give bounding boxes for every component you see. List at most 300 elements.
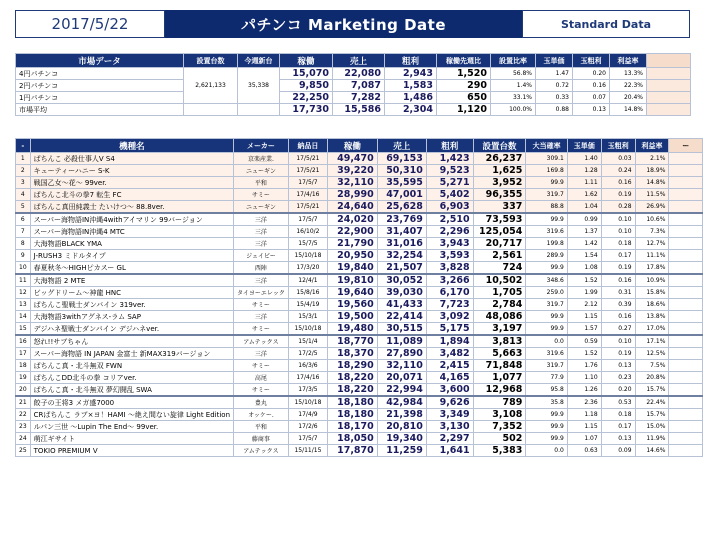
uriage-value: 30,515	[377, 323, 426, 336]
delivery-date: 15/8/16	[288, 287, 327, 299]
ranking-row	[16, 311, 703, 323]
machine-name: 戦国乙女～花～ 99ver.	[30, 177, 233, 189]
jackpot-prob-value: 35.8	[526, 396, 568, 409]
market-extra-cell	[647, 104, 691, 116]
ball-price-value: 1.15	[567, 311, 601, 323]
machine-name: ぱちんこ真・北斗無双 FWN	[30, 360, 233, 372]
profit-rate-value: 14.8%	[635, 177, 669, 189]
installed-units-value: 724	[473, 262, 526, 275]
rank-number: 9	[16, 250, 31, 262]
installed-units-value: 2,561	[473, 250, 526, 262]
ball-profit-value: 0.53	[601, 396, 635, 409]
jackpot-prob-value: 99.9	[526, 421, 568, 433]
col-uriage: 売上	[377, 139, 426, 153]
delivery-date: 15/11/15	[288, 445, 327, 457]
ranking-row	[16, 335, 703, 348]
ball-profit-value: 0.10	[601, 226, 635, 238]
uriage-value: 31,407	[377, 226, 426, 238]
ranking-row	[16, 165, 703, 177]
arari-value: 5,402	[426, 189, 473, 201]
rank-number: 1	[16, 153, 31, 165]
ball-price-value: 2.12	[567, 299, 601, 311]
ball-price-value: 1.99	[567, 287, 601, 299]
extra-cell	[669, 372, 703, 384]
arari-value: 1,423	[426, 153, 473, 165]
ball-profit-value: 0.39	[601, 299, 635, 311]
rank-number: 25	[16, 445, 31, 457]
installed-units-value: 1,625	[473, 165, 526, 177]
profit-rate-value: 17.1%	[635, 335, 669, 348]
rank-number: 21	[16, 396, 31, 409]
extra-cell	[669, 262, 703, 275]
rank-number: 2	[16, 165, 31, 177]
market-ball-profit: 0.20	[573, 68, 610, 80]
profit-rate-value: 2.1%	[635, 153, 669, 165]
maker-name: 三洋	[234, 213, 289, 226]
ball-profit-value: 0.27	[601, 323, 635, 336]
uriage-value: 69,153	[377, 153, 426, 165]
col-dash: -	[16, 139, 31, 153]
col-profit-rate: 利益率	[610, 54, 647, 68]
col-new-units: 今週新台	[238, 54, 280, 68]
kado-value: 28,990	[328, 189, 378, 201]
maker-name: 高尾	[234, 372, 289, 384]
market-name: 市場平均	[16, 104, 184, 116]
arari-value: 3,593	[426, 250, 473, 262]
kado-value: 22,900	[328, 226, 378, 238]
maker-name: サミー	[234, 360, 289, 372]
machine-name: 怒れ!!サブちゃん	[30, 335, 233, 348]
kado-value: 39,220	[328, 165, 378, 177]
arari-value: 1,641	[426, 445, 473, 457]
market-name: 1円パチンコ	[16, 92, 184, 104]
jackpot-prob-value: 99.9	[526, 177, 568, 189]
col-dash-right: ー	[669, 139, 703, 153]
extra-cell	[669, 177, 703, 189]
installed-units-value: 1,705	[473, 287, 526, 299]
machine-name: ビッグドリーム～神龍 HNC	[30, 287, 233, 299]
maker-name: 三洋	[234, 311, 289, 323]
market-ball-profit: 0.16	[573, 80, 610, 92]
ball-price-value: 1.52	[567, 274, 601, 287]
standard-data-label: Standard Data	[522, 10, 690, 38]
ball-profit-value: 0.13	[601, 433, 635, 445]
rank-number: 14	[16, 311, 31, 323]
ball-profit-value: 0.19	[601, 262, 635, 275]
ball-price-value: 1.18	[567, 409, 601, 421]
kado-value: 19,840	[328, 262, 378, 275]
machine-name: ぱちんこ 必殺仕事人Ⅴ S4	[30, 153, 233, 165]
ranking-row	[16, 274, 703, 287]
extra-cell	[669, 445, 703, 457]
market-kado-compare: 290	[437, 80, 491, 92]
ball-profit-value: 0.19	[601, 348, 635, 360]
profit-rate-value: 7.3%	[635, 226, 669, 238]
jackpot-prob-value: 95.8	[526, 384, 568, 397]
ranking-header-row	[16, 139, 703, 153]
col-install-ratio: 設置比率	[491, 54, 536, 68]
ball-profit-value: 0.16	[601, 274, 635, 287]
installed-units-value: 96,355	[473, 189, 526, 201]
kado-value: 20,950	[328, 250, 378, 262]
kado-value: 32,110	[328, 177, 378, 189]
market-new-units: 35,338	[238, 68, 280, 104]
market-row	[16, 92, 691, 104]
market-kado-compare: 1,120	[437, 104, 491, 116]
arari-value: 3,266	[426, 274, 473, 287]
profit-rate-value: 20.8%	[635, 372, 669, 384]
market-extra-cell	[647, 68, 691, 80]
ball-price-value: 1.11	[567, 177, 601, 189]
col-maker: メーカー	[234, 139, 289, 153]
profit-rate-value: 13.8%	[635, 311, 669, 323]
machine-name: TOKIO PREMIUM V	[30, 445, 233, 457]
uriage-value: 20,071	[377, 372, 426, 384]
col-installed-units: 設置台数	[184, 54, 238, 68]
ranking-row	[16, 299, 703, 311]
arari-value: 1,894	[426, 335, 473, 348]
col-profit-rate: 利益率	[635, 139, 669, 153]
extra-cell	[669, 165, 703, 177]
jackpot-prob-value: 319.6	[526, 226, 568, 238]
ball-price-value: 1.57	[567, 323, 601, 336]
profit-rate-value: 18.6%	[635, 299, 669, 311]
market-row	[16, 68, 691, 80]
delivery-date: 17/3/5	[288, 384, 327, 397]
uriage-value: 22,414	[377, 311, 426, 323]
rank-number: 17	[16, 348, 31, 360]
maker-name: ニューギン	[234, 201, 289, 214]
kado-value: 18,770	[328, 335, 378, 348]
extra-cell	[669, 360, 703, 372]
col-machine-name: 機種名	[30, 139, 233, 153]
extra-cell	[669, 226, 703, 238]
kado-value: 17,870	[328, 445, 378, 457]
ball-price-value: 1.04	[567, 201, 601, 214]
col-ball-profit: 玉粗利	[601, 139, 635, 153]
ball-price-value: 0.59	[567, 335, 601, 348]
market-data-table	[15, 53, 691, 116]
maker-name: 京楽産業.	[234, 153, 289, 165]
jackpot-prob-value: 99.9	[526, 262, 568, 275]
ranking-row	[16, 323, 703, 336]
jackpot-prob-value: 77.9	[526, 372, 568, 384]
ranking-row	[16, 177, 703, 189]
market-name: 4円パチンコ	[16, 68, 184, 80]
ball-profit-value: 0.24	[601, 165, 635, 177]
arari-value: 3,482	[426, 348, 473, 360]
uriage-value: 41,433	[377, 299, 426, 311]
rank-number: 5	[16, 201, 31, 214]
machine-name: 春夏秋冬～HIGHピカスー GL	[30, 262, 233, 275]
uriage-value: 22,994	[377, 384, 426, 397]
jackpot-prob-value: 99.9	[526, 311, 568, 323]
rank-number: 8	[16, 238, 31, 250]
ball-price-value: 0.63	[567, 445, 601, 457]
ranking-row	[16, 445, 703, 457]
profit-rate-value: 17.8%	[635, 262, 669, 275]
machine-name: スーパー海物語 IN JAPAN 金富士 新MAX319バージョン	[30, 348, 233, 360]
market-install-ratio: 100.0%	[491, 104, 536, 116]
jackpot-prob-value: 99.9	[526, 433, 568, 445]
uriage-value: 39,030	[377, 287, 426, 299]
delivery-date: 16/3/6	[288, 360, 327, 372]
delivery-date: 17/4/9	[288, 409, 327, 421]
rank-number: 13	[16, 299, 31, 311]
market-profit-rate: 13.3%	[610, 68, 647, 80]
uriage-value: 32,254	[377, 250, 426, 262]
uriage-value: 21,507	[377, 262, 426, 275]
jackpot-prob-value: 0.0	[526, 335, 568, 348]
market-install-ratio: 33.1%	[491, 92, 536, 104]
installed-units-value: 71,848	[473, 360, 526, 372]
rank-number: 22	[16, 409, 31, 421]
uriage-value: 21,398	[377, 409, 426, 421]
delivery-date: 12/4/1	[288, 274, 327, 287]
ball-profit-value: 0.03	[601, 153, 635, 165]
ball-profit-value: 0.31	[601, 287, 635, 299]
uriage-value: 19,340	[377, 433, 426, 445]
market-extra-cell	[647, 92, 691, 104]
ball-price-value: 1.15	[567, 421, 601, 433]
machine-name: ぱちんこ北斗の拳7 転生 FC	[30, 189, 233, 201]
extra-cell	[669, 348, 703, 360]
installed-units-value: 5,663	[473, 348, 526, 360]
ranking-row	[16, 287, 703, 299]
machine-name: 大海物語3withアグネス-ラム SAP	[30, 311, 233, 323]
extra-cell	[669, 274, 703, 287]
kado-value: 18,370	[328, 348, 378, 360]
ball-price-value: 1.10	[567, 372, 601, 384]
ball-price-value: 2.36	[567, 396, 601, 409]
installed-units-value: 3,813	[473, 335, 526, 348]
maker-name: 平和	[234, 177, 289, 189]
col-blank	[647, 54, 691, 68]
machine-name: ぱちんこ聖戦士ダンバイン 319ver.	[30, 299, 233, 311]
jackpot-prob-value: 199.8	[526, 238, 568, 250]
uriage-value: 35,595	[377, 177, 426, 189]
profit-rate-value: 11.9%	[635, 433, 669, 445]
market-kado: 15,070	[280, 68, 333, 80]
arari-value: 2,297	[426, 433, 473, 445]
uriage-value: 42,984	[377, 396, 426, 409]
rank-number: 11	[16, 274, 31, 287]
profit-rate-value: 18.9%	[635, 165, 669, 177]
delivery-date: 17/5/7	[288, 433, 327, 445]
profit-rate-value: 10.6%	[635, 213, 669, 226]
market-name: 2円パチンコ	[16, 80, 184, 92]
market-header-row	[16, 54, 691, 68]
uriage-value: 27,890	[377, 348, 426, 360]
machine-name: ルパン三世 ～Lupin The End～ 99ver.	[30, 421, 233, 433]
maker-name: ニューギン	[234, 165, 289, 177]
delivery-date: 17/3/20	[288, 262, 327, 275]
report-header	[15, 10, 690, 38]
profit-rate-value: 15.7%	[635, 409, 669, 421]
ranking-row	[16, 226, 703, 238]
ball-profit-value: 0.28	[601, 201, 635, 214]
delivery-date: 17/5/21	[288, 201, 327, 214]
ball-price-value: 1.62	[567, 189, 601, 201]
ranking-table	[15, 138, 703, 457]
ranking-row	[16, 372, 703, 384]
uriage-value: 50,310	[377, 165, 426, 177]
ranking-row	[16, 238, 703, 250]
machine-name: ぱちんこDD北斗の拳 コリアver.	[30, 372, 233, 384]
extra-cell	[669, 299, 703, 311]
ball-price-value: 1.52	[567, 348, 601, 360]
extra-cell	[669, 189, 703, 201]
arari-value: 3,828	[426, 262, 473, 275]
market-arari: 2,943	[385, 68, 437, 80]
arari-value: 4,165	[426, 372, 473, 384]
uriage-value: 23,769	[377, 213, 426, 226]
machine-name: CRぱちんこ ラブ×ヨ！HAMI ～絶え間ない旋律 Light Edition	[30, 409, 233, 421]
col-delivery-date: 納品日	[288, 139, 327, 153]
delivery-date: 17/5/21	[288, 153, 327, 165]
maker-name: サミー	[234, 384, 289, 397]
market-kado: 17,730	[280, 104, 333, 116]
arari-value: 2,415	[426, 360, 473, 372]
ball-price-value: 1.40	[567, 153, 601, 165]
market-arari: 1,583	[385, 80, 437, 92]
market-uriage: 15,586	[333, 104, 385, 116]
profit-rate-value: 15.0%	[635, 421, 669, 433]
rank-number: 23	[16, 421, 31, 433]
uriage-value: 20,810	[377, 421, 426, 433]
jackpot-prob-value: 99.9	[526, 213, 568, 226]
profit-rate-value: 10.9%	[635, 274, 669, 287]
arari-value: 3,092	[426, 311, 473, 323]
ball-profit-value: 0.10	[601, 335, 635, 348]
installed-units-value: 2,784	[473, 299, 526, 311]
jackpot-prob-value: 169.8	[526, 165, 568, 177]
maker-name: サミー	[234, 323, 289, 336]
delivery-date: 15/1/4	[288, 335, 327, 348]
maker-name: オッケー.	[234, 409, 289, 421]
jackpot-prob-value: 309.1	[526, 153, 568, 165]
col-installed-units: 設置台数	[473, 139, 526, 153]
arari-value: 3,943	[426, 238, 473, 250]
jackpot-prob-value: 88.8	[526, 201, 568, 214]
ball-price-value: 1.54	[567, 250, 601, 262]
maker-name: サミー	[234, 189, 289, 201]
delivery-date: 15/10/18	[288, 323, 327, 336]
installed-units-value: 3,197	[473, 323, 526, 336]
ranking-row	[16, 189, 703, 201]
maker-name: 三洋	[234, 274, 289, 287]
kado-value: 18,170	[328, 421, 378, 433]
installed-units-value: 26,237	[473, 153, 526, 165]
ball-profit-value: 0.18	[601, 238, 635, 250]
profit-rate-value: 11.5%	[635, 189, 669, 201]
maker-name: 三洋	[234, 226, 289, 238]
maker-name: サミー	[234, 299, 289, 311]
machine-name: デジハネ聖戦士ダンバイン デジハネver.	[30, 323, 233, 336]
installed-units-value: 337	[473, 201, 526, 214]
jackpot-prob-value: 319.7	[526, 189, 568, 201]
ranking-row	[16, 348, 703, 360]
profit-rate-value: 12.5%	[635, 348, 669, 360]
maker-name: 西陣	[234, 262, 289, 275]
delivery-date: 17/2/6	[288, 421, 327, 433]
delivery-date: 17/4/16	[288, 189, 327, 201]
maker-name: アムテックス	[234, 445, 289, 457]
uriage-value: 25,628	[377, 201, 426, 214]
kado-value: 19,560	[328, 299, 378, 311]
extra-cell	[669, 323, 703, 336]
machine-name: スーパー海物語IN沖縄4withアイマリン 99バージョン	[30, 213, 233, 226]
installed-units-value: 3,108	[473, 409, 526, 421]
kado-value: 18,290	[328, 360, 378, 372]
installed-units-value: 1,077	[473, 372, 526, 384]
installed-units-value: 12,968	[473, 384, 526, 397]
market-install-ratio: 1.4%	[491, 80, 536, 92]
delivery-date: 15/10/18	[288, 250, 327, 262]
ball-price-value: 1.26	[567, 384, 601, 397]
ball-profit-value: 0.20	[601, 384, 635, 397]
ranking-row	[16, 213, 703, 226]
profit-rate-value: 14.6%	[635, 445, 669, 457]
rank-number: 16	[16, 335, 31, 348]
installed-units-value: 10,502	[473, 274, 526, 287]
arari-value: 9,626	[426, 396, 473, 409]
delivery-date: 15/7/5	[288, 238, 327, 250]
kado-value: 19,500	[328, 311, 378, 323]
report-date: 2017/5/22	[15, 10, 165, 38]
ball-profit-value: 0.18	[601, 409, 635, 421]
arari-value: 3,349	[426, 409, 473, 421]
arari-value: 3,130	[426, 421, 473, 433]
profit-rate-value: 7.5%	[635, 360, 669, 372]
profit-rate-value: 15.8%	[635, 287, 669, 299]
ball-price-value: 1.28	[567, 165, 601, 177]
machine-name: キューティーハニー S-K	[30, 165, 233, 177]
ranking-row	[16, 409, 703, 421]
kado-value: 18,180	[328, 409, 378, 421]
market-ball-price: 0.72	[536, 80, 573, 92]
extra-cell	[669, 335, 703, 348]
delivery-date: 17/4/16	[288, 372, 327, 384]
ball-price-value: 1.76	[567, 360, 601, 372]
extra-cell	[669, 433, 703, 445]
uriage-value: 31,016	[377, 238, 426, 250]
arari-value: 5,271	[426, 177, 473, 189]
maker-name: 三洋	[234, 238, 289, 250]
profit-rate-value: 17.0%	[635, 323, 669, 336]
maker-name: 藤商事	[234, 433, 289, 445]
installed-units-value: 48,086	[473, 311, 526, 323]
market-total-units: 2,621,133	[184, 68, 238, 104]
market-profit-rate: 14.8%	[610, 104, 647, 116]
extra-cell	[669, 409, 703, 421]
uriage-value: 11,259	[377, 445, 426, 457]
market-install-ratio: 56.8%	[491, 68, 536, 80]
market-arari: 1,486	[385, 92, 437, 104]
machine-name: 大海物語BLACK YMA	[30, 238, 233, 250]
market-kado: 22,250	[280, 92, 333, 104]
delivery-date: 17/5/21	[288, 165, 327, 177]
kado-value: 18,220	[328, 384, 378, 397]
maker-name: ジェイビー	[234, 250, 289, 262]
market-arari: 2,304	[385, 104, 437, 116]
uriage-value: 32,110	[377, 360, 426, 372]
report-title: パチンコ Marketing Date	[165, 10, 522, 38]
profit-rate-value: 22.4%	[635, 396, 669, 409]
market-ball-profit: 0.07	[573, 92, 610, 104]
installed-units-value: 3,952	[473, 177, 526, 189]
machine-name: J-RUSH3 ミドルタイプ	[30, 250, 233, 262]
